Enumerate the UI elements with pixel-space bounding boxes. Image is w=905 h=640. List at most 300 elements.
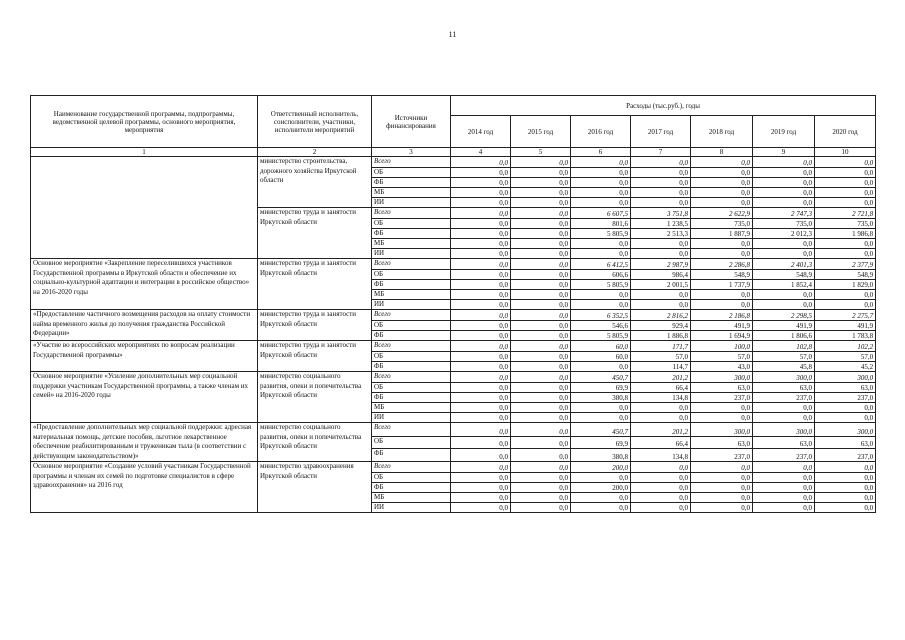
expense-value: 0,0 — [511, 372, 571, 383]
expense-value: 237,0 — [691, 449, 753, 462]
expense-value: 0,0 — [511, 462, 571, 473]
table-row — [31, 157, 876, 168]
expense-value: 69,9 — [571, 383, 631, 393]
expense-value: 0,0 — [511, 473, 571, 483]
expense-value: 0,0 — [451, 270, 511, 280]
expense-value: 2 816,2 — [631, 310, 691, 321]
expense-value: 43,0 — [691, 362, 753, 372]
expense-value: 0,0 — [753, 168, 815, 178]
expense-value: 0,0 — [451, 352, 511, 362]
expense-value: 6 352,5 — [571, 310, 631, 321]
expense-value: 5 805,9 — [571, 280, 631, 290]
funding-source: ИИ — [372, 198, 451, 208]
expense-value: 2 012,3 — [753, 229, 815, 239]
table-row — [31, 259, 876, 270]
expense-value: 0,0 — [691, 290, 753, 300]
table-row — [31, 462, 876, 473]
expense-value: 0,0 — [451, 423, 511, 437]
funding-source: ОБ — [372, 219, 451, 229]
expense-value: 0,0 — [691, 473, 753, 483]
activity-name: «Участие во всероссийских мероприятиях по вопросам реализации Государственной программы» — [31, 341, 258, 372]
expense-value: 0,0 — [451, 331, 511, 341]
expense-value: 0,0 — [753, 290, 815, 300]
expense-value: 2 298,5 — [753, 310, 815, 321]
executor-name: министерство труда и занятости Иркутской области — [258, 310, 372, 341]
expense-value: 2 747,3 — [753, 208, 815, 219]
expense-value: 134,8 — [631, 393, 691, 403]
expense-value: 171,7 — [631, 341, 691, 352]
expense-value: 0,0 — [511, 413, 571, 423]
expense-value: 0,0 — [451, 436, 511, 449]
funding-source: Всего — [372, 462, 451, 473]
expense-value: 548,9 — [691, 270, 753, 280]
column-number: 8 — [691, 148, 753, 157]
expense-value: 0,0 — [691, 178, 753, 188]
expense-value: 0,0 — [753, 403, 815, 413]
expense-value: 0,0 — [511, 290, 571, 300]
expense-value: 0,0 — [511, 280, 571, 290]
funding-source: МБ — [372, 290, 451, 300]
expense-value: 0,0 — [511, 352, 571, 362]
expense-value: 0,0 — [451, 198, 511, 208]
expense-value: 0,0 — [511, 219, 571, 229]
expense-value: 0,0 — [571, 493, 631, 503]
expense-value: 0,0 — [631, 198, 691, 208]
expense-value: 0,0 — [571, 188, 631, 198]
expense-value: 45,2 — [815, 362, 876, 372]
executor-name: министерство труда и занятости Иркутской области — [258, 208, 372, 259]
expense-value: 237,0 — [691, 393, 753, 403]
expense-value: 0,0 — [815, 239, 876, 249]
expense-value: 0,0 — [511, 393, 571, 403]
expense-value: 0,0 — [753, 462, 815, 473]
expense-value: 300,0 — [815, 372, 876, 383]
funding-source: ФБ — [372, 229, 451, 239]
expense-value: 0,0 — [753, 300, 815, 310]
expense-value: 237,0 — [815, 449, 876, 462]
expense-value: 0,0 — [815, 403, 876, 413]
expense-value: 0,0 — [631, 503, 691, 513]
funding-source: ИИ — [372, 503, 451, 513]
expense-value: 0,0 — [753, 157, 815, 168]
expense-value: 0,0 — [511, 331, 571, 341]
column-number: 3 — [372, 148, 451, 157]
expense-value: 0,0 — [815, 249, 876, 259]
expense-value: 0,0 — [753, 178, 815, 188]
expense-value: 801,6 — [571, 219, 631, 229]
expense-value: 0,0 — [631, 473, 691, 483]
expense-value: 0,0 — [451, 219, 511, 229]
expense-value: 0,0 — [451, 188, 511, 198]
expense-value: 0,0 — [815, 188, 876, 198]
expense-value: 0,0 — [451, 239, 511, 249]
expense-value: 60,0 — [571, 341, 631, 352]
expense-value: 5 805,9 — [571, 331, 631, 341]
expense-value: 491,9 — [753, 321, 815, 331]
expense-value: 380,8 — [571, 449, 631, 462]
expense-value: 0,0 — [451, 403, 511, 413]
expense-value: 0,0 — [451, 290, 511, 300]
expense-value: 548,9 — [815, 270, 876, 280]
expense-value: 0,0 — [571, 239, 631, 249]
column-number: 4 — [451, 148, 511, 157]
expense-value: 0,0 — [451, 208, 511, 219]
expense-value: 0,0 — [451, 393, 511, 403]
expense-value: 0,0 — [511, 483, 571, 493]
expense-value: 0,0 — [451, 259, 511, 270]
expense-value: 0,0 — [815, 157, 876, 168]
column-number: 9 — [753, 148, 815, 157]
expense-value: 0,0 — [511, 503, 571, 513]
expense-value: 201,2 — [631, 372, 691, 383]
expense-value: 0,0 — [631, 249, 691, 259]
expense-value: 1 829,0 — [815, 280, 876, 290]
expense-value: 548,9 — [753, 270, 815, 280]
column-number: 1 — [31, 148, 258, 157]
table-row — [31, 423, 876, 437]
expense-value: 1 852,4 — [753, 280, 815, 290]
expense-value: 63,0 — [815, 436, 876, 449]
expense-value: 0,0 — [451, 493, 511, 503]
expense-value: 2 513,3 — [631, 229, 691, 239]
column-number: 5 — [511, 148, 571, 157]
expense-value: 0,0 — [511, 270, 571, 280]
expense-value: 0,0 — [451, 503, 511, 513]
activity-name: Основное мероприятие «Закрепление переселившихся участников Государственной программы в Иркутской области и обеспечение их социально-культурной адаптации и интеграции в российское общество» на 2016-2020 годы — [31, 259, 258, 310]
header-year: 2017 год — [631, 116, 691, 148]
expense-value: 237,0 — [753, 449, 815, 462]
expense-value: 0,0 — [451, 310, 511, 321]
expense-value: 0,0 — [451, 362, 511, 372]
expense-value: 0,0 — [815, 300, 876, 310]
funding-source: ИИ — [372, 300, 451, 310]
expense-value: 102,2 — [815, 341, 876, 352]
expense-value: 63,0 — [691, 383, 753, 393]
expense-value: 200,0 — [571, 462, 631, 473]
expense-value: 0,0 — [511, 341, 571, 352]
executor-name: министерство здравоохранения Иркутской области — [258, 462, 372, 513]
expense-value: 380,8 — [571, 393, 631, 403]
funding-source: ОБ — [372, 321, 451, 331]
expense-value: 237,0 — [815, 393, 876, 403]
expense-value: 134,8 — [631, 449, 691, 462]
expense-value: 0,0 — [571, 362, 631, 372]
expense-value: 0,0 — [631, 462, 691, 473]
expense-value: 5 805,9 — [571, 229, 631, 239]
expense-value: 300,0 — [753, 372, 815, 383]
expense-value: 0,0 — [631, 168, 691, 178]
activity-name: Основное мероприятие «Создание условий участникам Государственной программы и членам их семей по подготовке специалистов в сфере здравоохранения» на 2016 год — [31, 462, 258, 513]
activity-name: Основное мероприятие «Усиление дополнительных мер социальной поддержки участникам Государственной программы, а также членам их семей» на 2016-2020 годы — [31, 372, 258, 423]
expense-value: 1 887,9 — [691, 229, 753, 239]
expense-value: 0,0 — [571, 198, 631, 208]
table-row — [31, 310, 876, 321]
expense-value: 0,0 — [511, 229, 571, 239]
expense-value: 0,0 — [451, 372, 511, 383]
funding-source: Всего — [372, 310, 451, 321]
funding-source: ФБ — [372, 393, 451, 403]
expense-value: 0,0 — [511, 423, 571, 437]
expense-value: 66,4 — [631, 436, 691, 449]
expense-value: 0,0 — [691, 239, 753, 249]
expense-value: 0,0 — [815, 473, 876, 483]
funding-source: ИИ — [372, 249, 451, 259]
expense-value: 0,0 — [451, 483, 511, 493]
activity-name: «Предоставление дополнительных мер социальной поддержки: адресная материальная помощь, детские пособия, льготное лекарственное обеспечение реабилитированным и труженикам тыла (в соответствии с действующим законодательством)» — [31, 423, 258, 462]
expense-value: 69,9 — [571, 436, 631, 449]
expense-value: 0,0 — [511, 198, 571, 208]
expense-value: 1 806,6 — [753, 331, 815, 341]
expense-value: 0,0 — [753, 493, 815, 503]
column-number: 7 — [631, 148, 691, 157]
expense-value: 0,0 — [511, 436, 571, 449]
expense-value: 0,0 — [511, 362, 571, 372]
expense-value: 0,0 — [631, 188, 691, 198]
expense-value: 60,0 — [571, 352, 631, 362]
table-row — [31, 341, 876, 352]
expense-value: 0,0 — [631, 403, 691, 413]
expense-value: 0,0 — [451, 178, 511, 188]
funding-source: Всего — [372, 259, 451, 270]
expense-value: 1 886,8 — [631, 331, 691, 341]
activity-name: «Предоставление частичного возмещения расходов на оплату стоимости найма временного жилья до получения гражданства Российской Федерации» — [31, 310, 258, 341]
expense-value: 0,0 — [571, 503, 631, 513]
expense-value: 0,0 — [511, 310, 571, 321]
expense-value: 63,0 — [815, 383, 876, 393]
expense-value: 0,0 — [815, 413, 876, 423]
expense-value: 0,0 — [451, 473, 511, 483]
expense-value: 0,0 — [451, 341, 511, 352]
expense-value: 0,0 — [451, 300, 511, 310]
header-expenses: Расходы (тыс.руб.), годы — [451, 96, 876, 116]
expense-value: 450,7 — [571, 423, 631, 437]
expense-value: 2 377,9 — [815, 259, 876, 270]
executor-name: министерство труда и занятости Иркутской области — [258, 341, 372, 372]
expense-value: 2 186,8 — [691, 310, 753, 321]
expense-value: 0,0 — [753, 188, 815, 198]
expense-value: 0,0 — [631, 493, 691, 503]
expense-value: 0,0 — [815, 483, 876, 493]
funding-source: ФБ — [372, 483, 451, 493]
expense-value: 606,6 — [571, 270, 631, 280]
table-row — [31, 372, 876, 383]
funding-source: ОБ — [372, 352, 451, 362]
expense-value: 0,0 — [511, 449, 571, 462]
expense-value: 0,0 — [571, 249, 631, 259]
expense-value: 0,0 — [451, 157, 511, 168]
expense-value: 0,0 — [753, 198, 815, 208]
column-number: 2 — [258, 148, 372, 157]
expense-value: 735,0 — [815, 219, 876, 229]
expense-value: 0,0 — [753, 239, 815, 249]
expense-value: 0,0 — [571, 157, 631, 168]
funding-source: Всего — [372, 208, 451, 219]
expense-value: 2 286,8 — [691, 259, 753, 270]
expense-value: 929,4 — [631, 321, 691, 331]
expense-value: 0,0 — [691, 198, 753, 208]
funding-source: ФБ — [372, 178, 451, 188]
expense-value: 57,0 — [815, 352, 876, 362]
expense-value: 66,4 — [631, 383, 691, 393]
expense-value: 0,0 — [691, 462, 753, 473]
expense-value: 2 001,5 — [631, 280, 691, 290]
expense-value: 102,8 — [753, 341, 815, 352]
expense-value: 546,6 — [571, 321, 631, 331]
expense-value: 0,0 — [691, 168, 753, 178]
expense-value: 0,0 — [451, 168, 511, 178]
expense-value: 0,0 — [451, 280, 511, 290]
expense-value: 63,0 — [753, 436, 815, 449]
funding-source: ФБ — [372, 449, 451, 462]
expense-value: 0,0 — [691, 493, 753, 503]
expense-value: 2 987,9 — [631, 259, 691, 270]
expense-value: 0,0 — [815, 178, 876, 188]
expense-value: 0,0 — [511, 321, 571, 331]
expense-value: 0,0 — [815, 493, 876, 503]
header-year: 2014 год — [451, 116, 511, 148]
expense-value: 0,0 — [815, 503, 876, 513]
expense-value: 0,0 — [511, 249, 571, 259]
expense-value: 0,0 — [631, 300, 691, 310]
expense-value: 0,0 — [631, 413, 691, 423]
expense-value: 0,0 — [451, 413, 511, 423]
budget-table — [30, 95, 876, 513]
header-year: 2019 год — [753, 116, 815, 148]
expense-value: 0,0 — [451, 449, 511, 462]
funding-source: МБ — [372, 239, 451, 249]
expense-value: 0,0 — [511, 259, 571, 270]
expense-value: 237,0 — [753, 393, 815, 403]
expense-value: 0,0 — [691, 413, 753, 423]
expense-value: 57,0 — [753, 352, 815, 362]
funding-source: ФБ — [372, 362, 451, 372]
expense-value: 57,0 — [691, 352, 753, 362]
expense-value: 986,4 — [631, 270, 691, 280]
funding-source: ОБ — [372, 473, 451, 483]
expense-value: 300,0 — [753, 423, 815, 437]
header-sources: Источники финансирования — [372, 96, 451, 148]
expense-value: 2 401,3 — [753, 259, 815, 270]
header-year: 2015 год — [511, 116, 571, 148]
funding-source: ИИ — [372, 413, 451, 423]
executor-name: министерство социального развития, опеки и попечительства Иркутской области — [258, 372, 372, 423]
expense-value: 0,0 — [691, 403, 753, 413]
expense-value: 0,0 — [631, 157, 691, 168]
expense-value: 0,0 — [571, 168, 631, 178]
expense-value: 0,0 — [451, 321, 511, 331]
expense-value: 0,0 — [631, 290, 691, 300]
funding-source: МБ — [372, 493, 451, 503]
expense-value: 1 986,8 — [815, 229, 876, 239]
expense-value: 300,0 — [691, 423, 753, 437]
expense-value: 0,0 — [511, 168, 571, 178]
expense-value: 0,0 — [511, 178, 571, 188]
expense-value: 3 751,8 — [631, 208, 691, 219]
expense-value: 0,0 — [815, 168, 876, 178]
expense-value: 0,0 — [753, 503, 815, 513]
expense-value: 1 737,9 — [691, 280, 753, 290]
expense-value: 0,0 — [691, 483, 753, 493]
expense-value: 0,0 — [451, 229, 511, 239]
expense-value: 63,0 — [691, 436, 753, 449]
column-number: 10 — [815, 148, 876, 157]
expense-value: 300,0 — [691, 372, 753, 383]
expense-value: 2 622,9 — [691, 208, 753, 219]
expense-value: 0,0 — [511, 403, 571, 413]
expense-value: 0,0 — [511, 188, 571, 198]
expense-value: 0,0 — [753, 249, 815, 259]
expense-value: 0,0 — [631, 178, 691, 188]
expense-value: 0,0 — [815, 462, 876, 473]
expense-value: 0,0 — [691, 249, 753, 259]
funding-source: ОБ — [372, 270, 451, 280]
expense-value: 0,0 — [571, 178, 631, 188]
header-year: 2020 год — [815, 116, 876, 148]
expense-value: 0,0 — [511, 208, 571, 219]
expense-value: 0,0 — [631, 239, 691, 249]
header-year: 2018 год — [691, 116, 753, 148]
funding-source: ФБ — [372, 331, 451, 341]
expense-value: 0,0 — [691, 157, 753, 168]
funding-source: ФБ — [372, 280, 451, 290]
header-year: 2016 год — [571, 116, 631, 148]
expense-value: 201,2 — [631, 423, 691, 437]
expense-value: 0,0 — [511, 239, 571, 249]
expense-value: 0,0 — [631, 483, 691, 493]
funding-source: Всего — [372, 157, 451, 168]
activity-name — [31, 157, 258, 259]
funding-source: Всего — [372, 372, 451, 383]
expense-value: 63,0 — [753, 383, 815, 393]
expense-value: 2 721,8 — [815, 208, 876, 219]
header-name: Наименование государственной программы, подпрограммы, ведомственной целевой программы, основного мероприятия, мероприятия — [31, 96, 258, 148]
funding-source: ОБ — [372, 168, 451, 178]
expense-value: 491,9 — [815, 321, 876, 331]
expense-value: 0,0 — [451, 383, 511, 393]
expense-value: 45,8 — [753, 362, 815, 372]
expense-value: 1 694,9 — [691, 331, 753, 341]
expense-value: 0,0 — [571, 473, 631, 483]
funding-source: ОБ — [372, 436, 451, 449]
expense-value: 0,0 — [815, 198, 876, 208]
funding-source: МБ — [372, 188, 451, 198]
expense-value: 0,0 — [691, 188, 753, 198]
expense-value: 1 783,8 — [815, 331, 876, 341]
expense-value: 100,0 — [691, 341, 753, 352]
expense-value: 0,0 — [691, 300, 753, 310]
expense-value: 0,0 — [815, 290, 876, 300]
expense-value: 0,0 — [753, 473, 815, 483]
expense-value: 6 607,5 — [571, 208, 631, 219]
expense-value: 491,9 — [691, 321, 753, 331]
expense-value: 735,0 — [753, 219, 815, 229]
expense-value: 0,0 — [451, 462, 511, 473]
column-number: 6 — [571, 148, 631, 157]
executor-name: министерство социального развития, опеки и попечительства Иркутской области — [258, 423, 372, 462]
funding-source: Всего — [372, 423, 451, 437]
expense-value: 0,0 — [511, 157, 571, 168]
expense-value: 0,0 — [571, 413, 631, 423]
expense-value: 114,7 — [631, 362, 691, 372]
expense-value: 450,7 — [571, 372, 631, 383]
funding-source: МБ — [372, 403, 451, 413]
expense-value: 1 238,5 — [631, 219, 691, 229]
executor-name: министерство труда и занятости Иркутской области — [258, 259, 372, 310]
expense-value: 0,0 — [571, 403, 631, 413]
expense-value: 0,0 — [511, 300, 571, 310]
page-number: 11 — [448, 30, 457, 39]
expense-value: 0,0 — [511, 493, 571, 503]
